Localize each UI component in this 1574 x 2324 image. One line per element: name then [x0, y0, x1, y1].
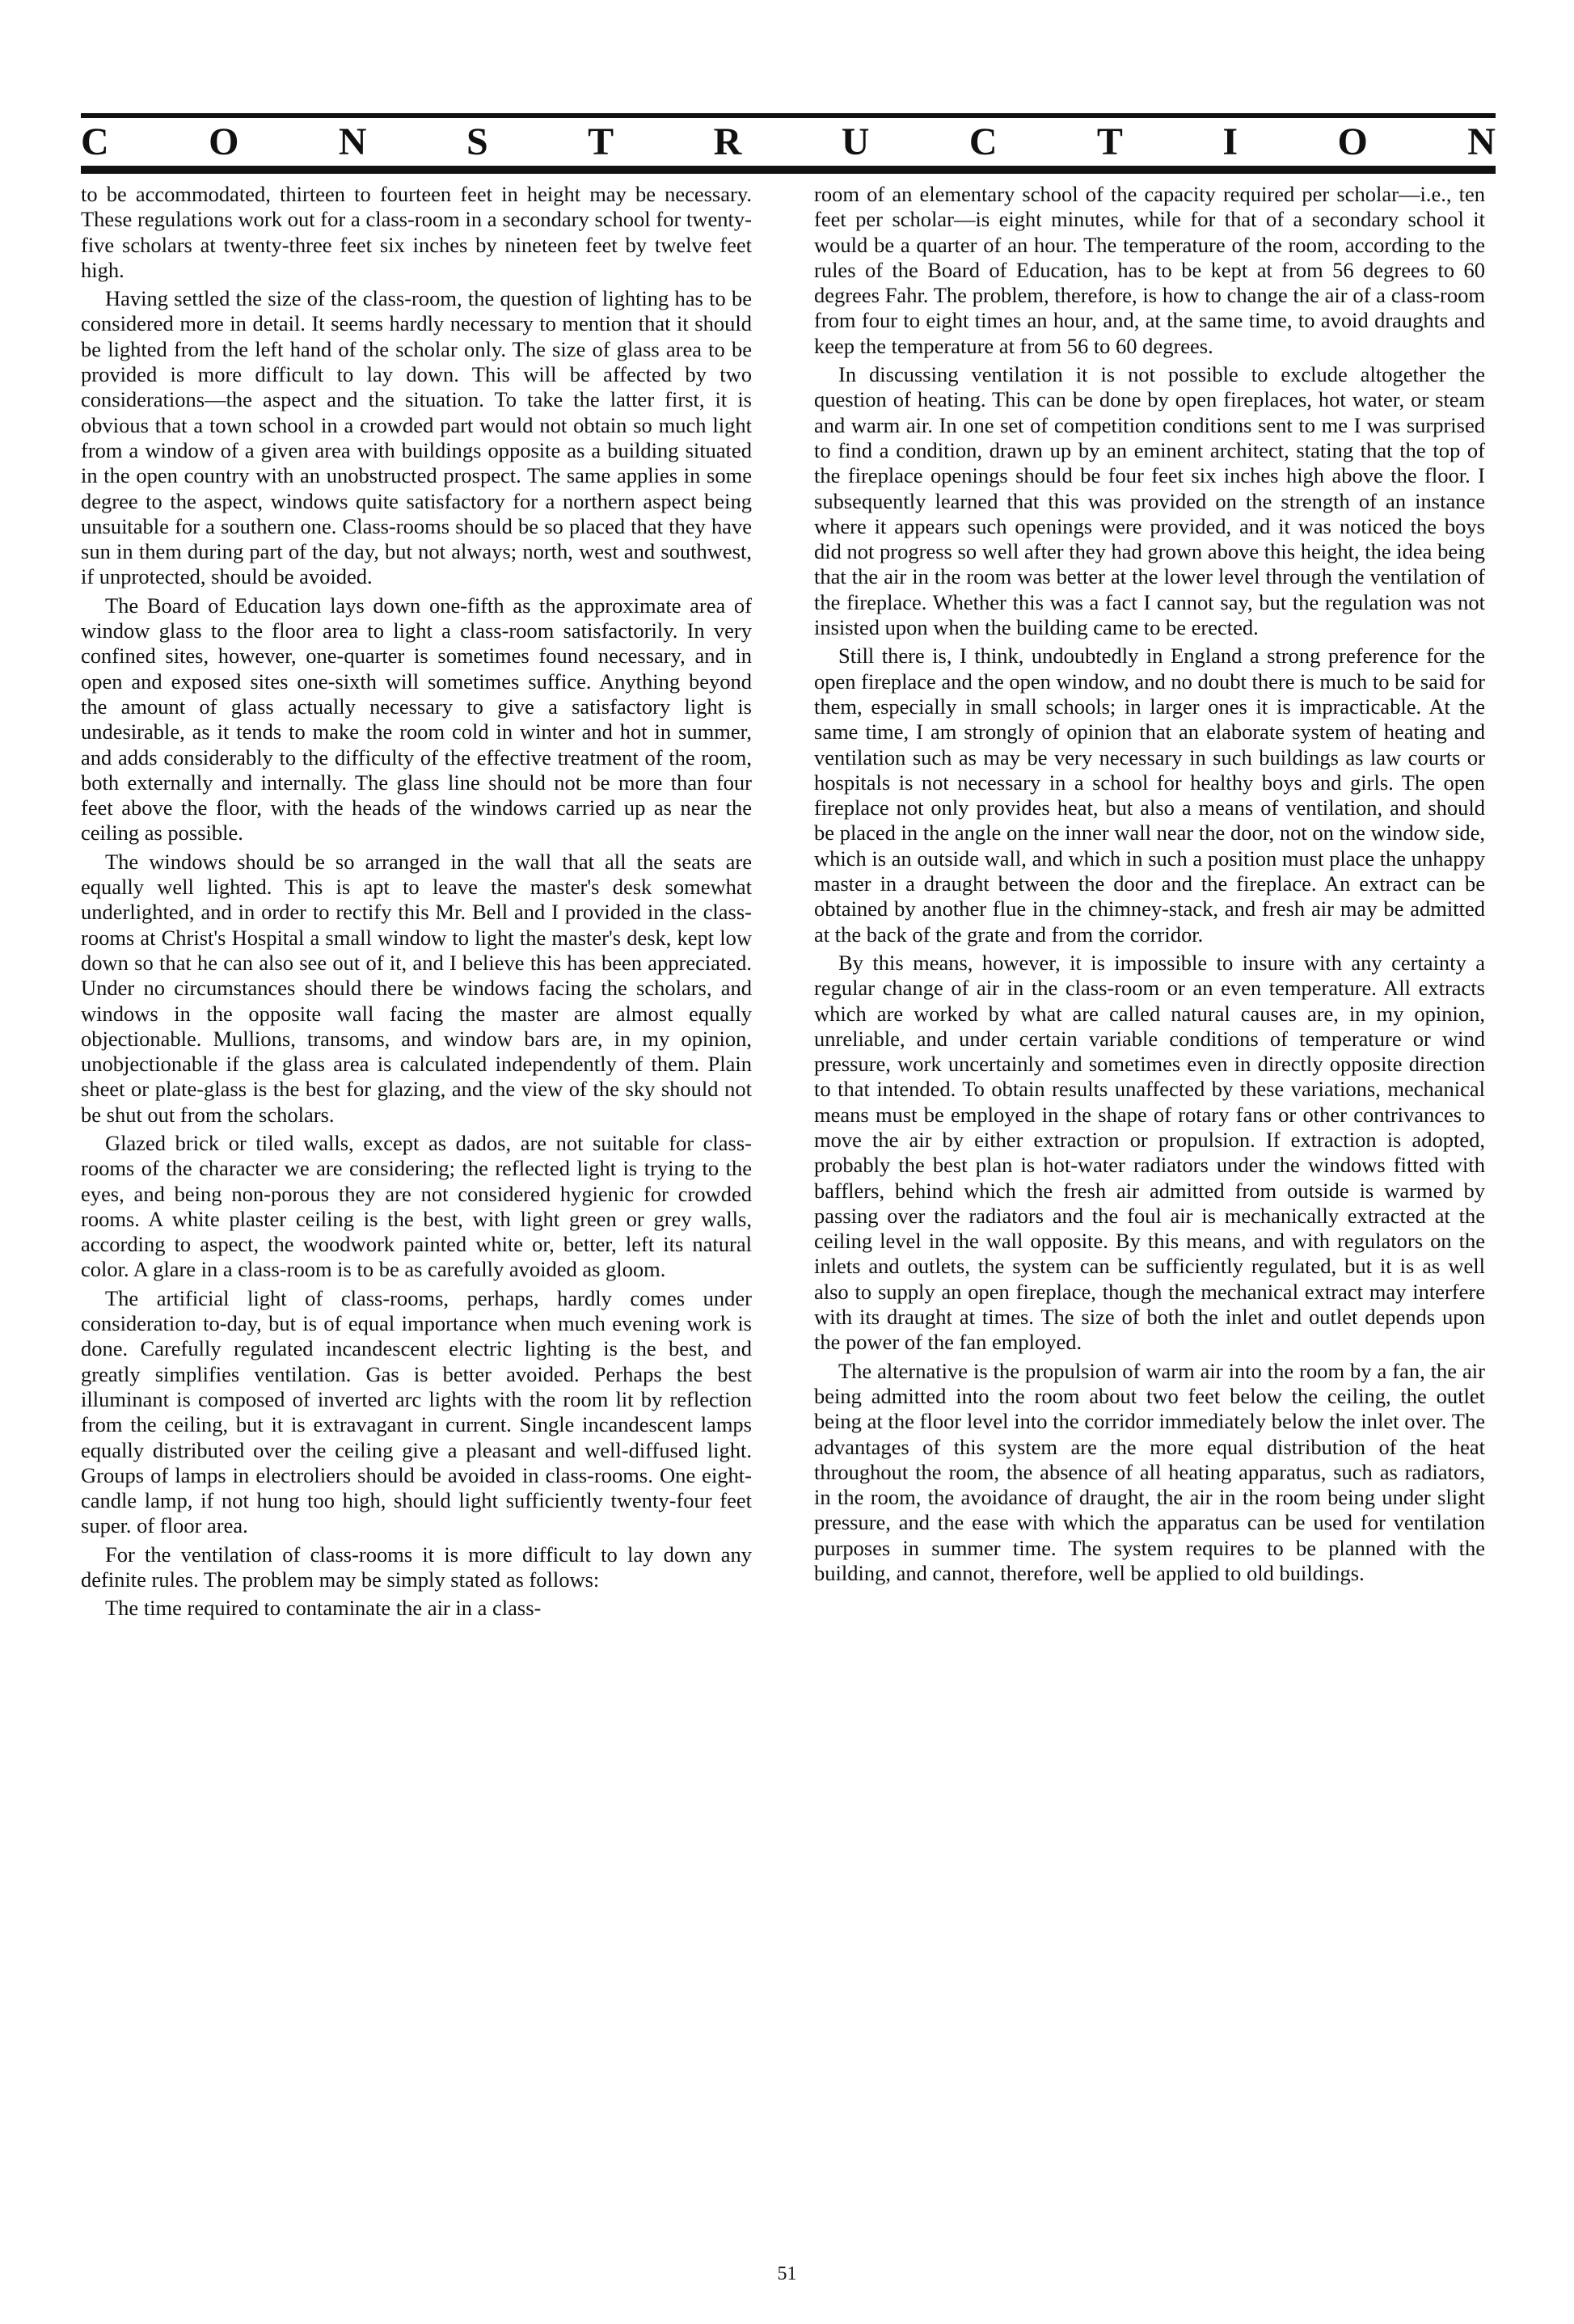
masthead-letter: O	[209, 120, 239, 163]
paragraph: room of an elementary school of the capacity required per scholar—i.e., ten feet per scholar—is eight minutes, while for that of a secondary school it would be a quarter of an hour. The temperature of the room, according to the rules of the Board of Education, has to be kept at from 56 degrees to 60 degrees Fahr. The problem, therefore, is how to change the air of a class-room from four to eight times an hour, and, at the same time, to avoid draughts and keep the temperature at from 56 to 60 degrees.	[814, 182, 1485, 358]
paragraph: The alternative is the propulsion of warm air into the room by a fan, the air being admitted into the room about two feet below the ceiling, the outlet being at the floor level into the corridor immediately below the inlet over. The advantages of this system are the more equal distribution of the heat throughout the room, the absence of all heating apparatus, such as radiators, in the room, the avoidance of draught, the air in the room being under slight pressure, and the ease with which the apparatus can be used for ventilation purposes in summer time. The system requires to be planned with the building, and cannot, therefore, well be applied to old buildings.	[814, 1358, 1485, 1586]
masthead-letter: I	[1222, 120, 1239, 163]
paragraph: For the ventilation of class-rooms it is more difficult to lay down any definite rules. The problem may be simply stated as follows:	[81, 1542, 752, 1592]
paragraph: The Board of Education lays down one-fifth as the approximate area of window glass to the floor area to light a class-room satisfactorily. In very confined sites, however, one-quarter is sometimes found necessary, and in open and exposed sites one-sixth will sometimes suffice. Anything beyond the amount of glass actually necessary to give a satisfactory light is undesirable, as it tends to make the room cold in winter and hot in summer, and adds considerably to the difficulty of the effective treatment of the room, both externally and internally. The glass line should not be more than four feet above the floor, with the heads of the windows carried up as near the ceiling as possible.	[81, 593, 752, 846]
paragraph: The time required to contaminate the air in a class-	[105, 1596, 542, 1621]
masthead-title	[81, 118, 1496, 166]
paragraph: Glazed brick or tiled walls, except as dados, are not suitable for class-rooms of the character we are considering; the reflected light is trying to the eyes, and being non-porous they are not considered hygienic for crowded rooms. A white plaster ceiling is the best, with light green or grey walls, according to aspect, the woodwork painted white or, better, left its natural color. A glare in a class-room is to be as carefully avoided as gloom.	[81, 1130, 752, 1282]
masthead-letter: R	[713, 120, 742, 163]
masthead-letter: U	[841, 120, 870, 163]
masthead-letter: C	[81, 120, 109, 163]
paragraph: By this means, however, it is impossible to insure with any certainty a regular change of air in the class-room or an even temperature. All extracts which are worked by what are called natural causes are, in my opinion, unreliable, and under certain variable conditions of temperature or wind pressure, work uncertainly and sometimes even in directly opposite direction to that intended. To obtain results unaffected by these variations, mechanical means must be employed in the shape of rotary fans or other contrivances to move the air by either extraction or propulsion. If extraction is adopted, probably the best plan is hot-water radiators under the windows fitted with bafflers, behind which the fresh air admitted from outside is warmed by passing over the radiators and the foul air is mechanically extracted at the ceiling level in the wall opposite. By this means, and with regulators on the inlets and outlets, the system can be sufficiently regulated, but it is as well also to supply an open fireplace, though the mechanical extract may interfere with its draught at times. The size of both the inlet and outlet depends upon the power of the fan employed.	[814, 950, 1485, 1355]
masthead-letter: N	[338, 120, 367, 163]
paragraph: The windows should be so arranged in the wall that all the seats are equally well lighted. This is apt to leave the master's desk somewhat underlighted, and in order to rectify this Mr. Bell and I provided in the class-rooms at Christ's Hospital a small window to light the master's desk, kept low down so that he can also see out of it, and I believe this has been appreciated. Under no circumstances should there be windows facing the scholars, and windows in the opposite wall facing the master are almost equally objectionable. Mullions, transoms, and window bars are, in my opinion, unobjectionable if the glass area is calculated independently of them. Plain sheet or plate-glass is the best for glazing, and the view of the sky should not be shut out from the scholars.	[81, 849, 752, 1127]
paragraph: to be accommodated, thirteen to fourteen feet in height may be necessary. These regulations work out for a class-room in a secondary school for twenty-five scholars at twenty-three feet six inches by nineteen feet by twelve feet high.	[81, 182, 752, 282]
masthead-letter: O	[1337, 120, 1368, 163]
masthead-letter: T	[588, 120, 614, 163]
paragraph: In discussing ventilation it is not possible to exclude altogether the question of heating. This can be done by open fireplaces, hot water, or steam and warm air. In one set of competition conditions sent to me I was surprised to find a condition, drawn up by an eminent architect, stating that the top of the fireplace openings should be four feet six inches high above the floor. I subsequently learned that this was provided on the strength of an instance where it appears such openings were provided, and it was noticed the boys did not progress so well after they had grown above this height, the idea being that the air in the room was better at the lower level through the ventilation of the fireplace. Whether this was a fact I cannot say, but the regulation was not insisted upon when the building came to be erected.	[814, 362, 1485, 640]
paragraph: The artificial light of class-rooms, perhaps, hardly comes under consideration to-day, but is of equal importance when much evening work is done. Carefully regulated incandescent electric lighting is the best, and greatly simplifies ventilation. Gas is better avoided. Perhaps the best illuminant is composed of inverted arc lights with the room lit by reflection from the ceiling, but it is extravagant in current. Single incandescent lamps equally distributed over the ceiling give a pleasant and well-diffused light. Groups of lamps in electroliers should be avoided in class-rooms. One eight-candle lamp, if not hung too high, should light sufficiently twenty-four feet super. of floor area.	[81, 1285, 752, 1538]
masthead-letter: C	[968, 120, 998, 163]
paragraph: Having settled the size of the class-room, the question of lighting has to be considered more in detail. It seems hardly necessary to mention that it should be lighted from the left hand of the scholar only. The size of glass area to be provided is more difficult to lay down. This will be affected by two considerations—the aspect and the situation. To take the latter first, it is obvious that a town school in a crowded part would not obtain so much light from a window of a given area with buildings opposite as a building situated in the open country with an unobstructed prospect. The same applies in some degree to the aspect, windows quite satisfactory for a northern aspect being unsuitable for a southern one. Class-rooms should be so placed that they have sun in them during part of the day, but not always; north, west and southwest, if unprotected, should be avoided.	[81, 286, 752, 589]
masthead-letter: T	[1096, 120, 1123, 163]
left-column	[81, 182, 752, 1625]
paragraph: Still there is, I think, undoubtedly in England a strong preference for the open fireplace and the open window, and no doubt there is much to be said for them, especially in small schools; in larger ones it is impracticable. At the same time, I am strongly of opinion that an elaborate system of heating and ventilation such as may be very necessary in such buildings as law courts or hospitals is not necessary in a school for healthy boys and girls. The open fireplace not only provides heat, but also a means of ventilation, and should be placed in the angle on the inner wall near the door, not on the window side, which is an outside wall, and which in such a position must place the unhappy master in a draught between the door and the fireplace. An extract can be obtained by another flue in the chimney-stack, and fresh air may be admitted at the back of the grate and from the corridor.	[814, 643, 1485, 947]
right-column	[814, 182, 1485, 1589]
masthead-letter: N	[1467, 120, 1496, 163]
masthead-bottom-rule	[81, 166, 1496, 174]
masthead-letter: S	[466, 120, 488, 163]
page-number: 51	[777, 2263, 797, 2284]
